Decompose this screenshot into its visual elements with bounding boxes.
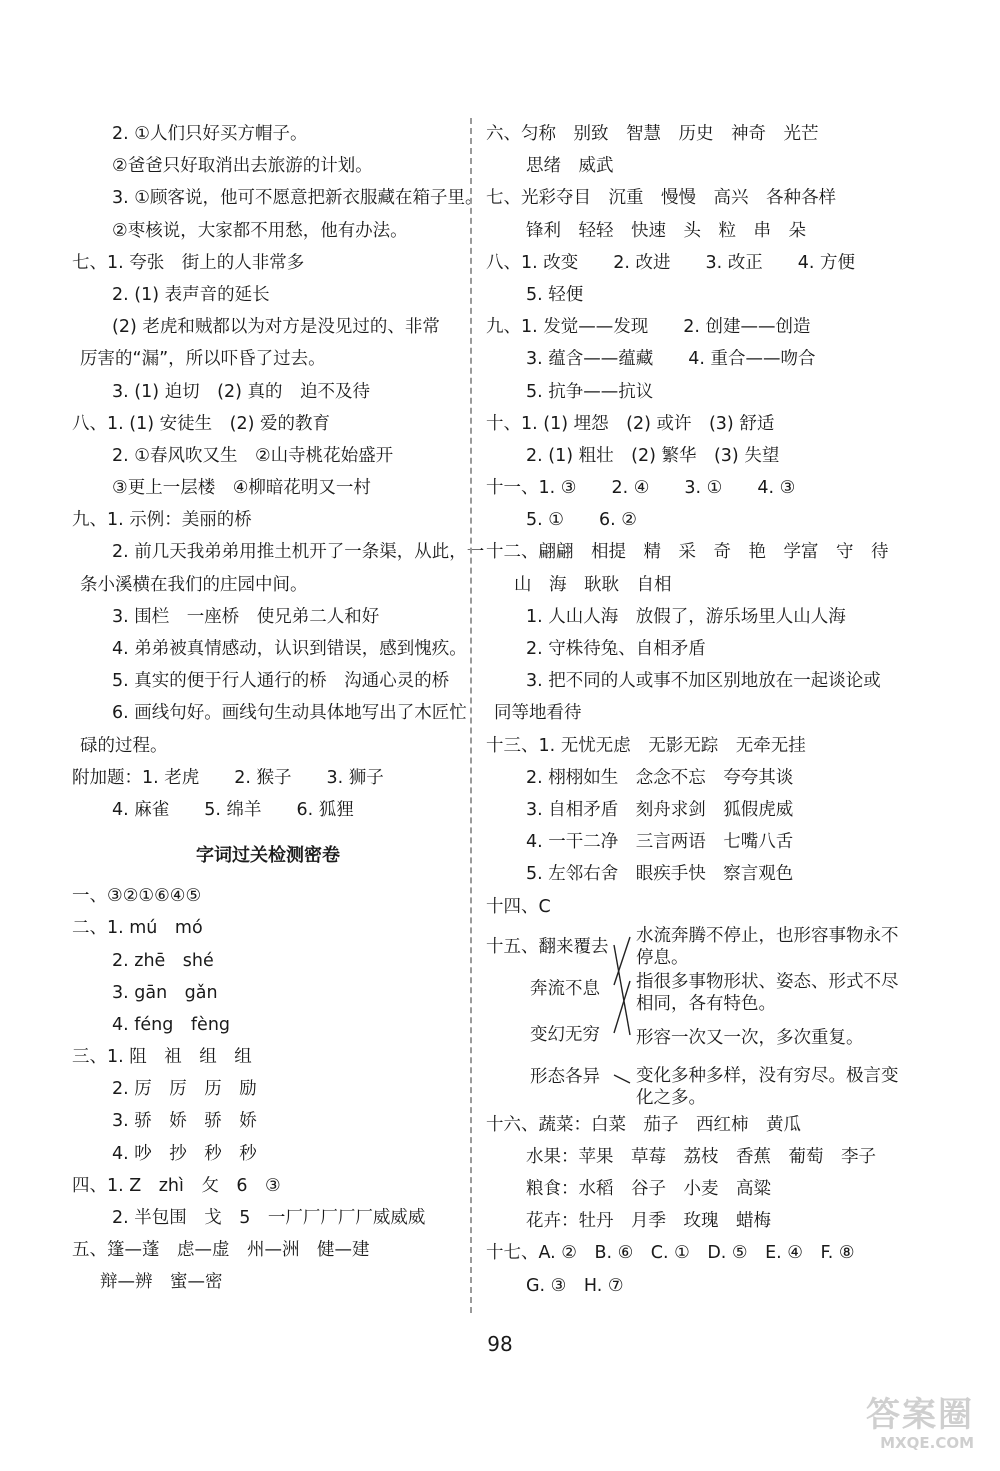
answer-line: 4. féng fèng — [112, 1014, 231, 1035]
watermark-url: MXQE.COM — [880, 1434, 974, 1452]
answer-line: 5. 轻便 — [526, 284, 584, 305]
answer-line: 2. 栩栩如生 念念不忘 夸夸其谈 — [526, 767, 794, 788]
answer-line: 碌的过程。 — [80, 735, 168, 756]
answer-line: 2. 厉 厉 历 励 — [112, 1079, 257, 1100]
answer-line: 厉害的“漏”，所以吓昏了过去。 — [80, 349, 326, 370]
match-right-item: 变化多种多样，没有穷尽。极言变化之多。 — [636, 1065, 899, 1108]
answer-line: 八、1. (1) 安徒生 (2) 爱的教育 — [72, 413, 330, 434]
answer-line: 4. 一干二净 三言两语 七嘴八舌 — [526, 832, 794, 853]
match-right-item: 形容一次又一次，多次重复。 — [636, 1027, 864, 1048]
answer-line: 附加题：1. 老虎 2. 猴子 3. 狮子 — [72, 767, 384, 788]
answer-line: 2. 半包围 戈 5 一厂厂厂厂厂威威威 — [112, 1208, 426, 1228]
left-column — [72, 118, 485, 1299]
match-left-item: 变幻无穷 — [530, 1024, 600, 1045]
column-divider — [470, 118, 472, 1313]
answer-line: 九、1. 示例：美丽的桥 — [72, 510, 252, 531]
answer-line: 3. gān gǎn — [112, 982, 218, 1003]
answer-line: 一、③②①⑥④⑤ — [72, 886, 202, 907]
answer-line: 2. ①春风吹又生 ②山寺桃花始盛开 — [112, 445, 394, 466]
answer-line: ②爸爸只好取消出去旅游的计划。 — [112, 156, 373, 177]
answer-line: 3. 蕴含——蕴藏 4. 重合——吻合 — [526, 349, 816, 370]
answer-line: 九、1. 发觉——发现 2. 创建——创造 — [486, 317, 811, 338]
answer-line: 五、篷—蓬 虑—虚 州—洲 健—建 — [72, 1240, 370, 1261]
answer-line: 山 海 耿耿 自相 — [514, 574, 672, 595]
answer-line: 5. 左邻右舍 眼疾手快 察言观色 — [526, 864, 794, 885]
answer-line: 二、1. mú mó — [72, 918, 203, 939]
answer-line: 水果：苹果 草莓 荔枝 香蕉 葡萄 李子 — [526, 1146, 876, 1167]
match-right-item: 指很多事物形状、姿态、形式不尽相同，各有特色。 — [636, 971, 899, 1014]
answer-line: 3. (1) 迫切 (2) 真的 迫不及待 — [112, 381, 370, 402]
answer-line: 锋利 轻轻 快速 头 粒 串 朵 — [526, 220, 806, 241]
answer-line: 十三、1. 无忧无虑 无影无踪 无牵无挂 — [486, 735, 806, 756]
answer-line: 十二、翩翩 相提 精 采 奇 艳 学富 守 待 — [486, 542, 889, 563]
answer-line: 七、1. 夸张 街上的人非常多 — [72, 252, 305, 273]
answer-line: 1. 人山人海 放假了，游乐场里人山人海 — [526, 606, 846, 627]
answer-line: 4. 吵 抄 秒 秒 — [112, 1143, 257, 1164]
answer-line: 十六、蔬菜：白菜 茄子 西红柿 黄瓜 — [486, 1114, 801, 1135]
answer-line: 3. 围栏 一座桥 使兄弟二人和好 — [112, 606, 380, 627]
match-right-item: 水流奔腾不停止，也形容事物永不停息。 — [636, 925, 899, 968]
answer-line: 4. 麻雀 5. 绵羊 6. 狐狸 — [112, 799, 354, 820]
section-title: 字词过关检测密卷 — [196, 845, 340, 867]
answer-line: 三、1. 阻 祖 组 组 — [72, 1047, 252, 1068]
match-left-item: 形态各异 — [530, 1066, 600, 1087]
matching-exercise — [486, 923, 926, 1109]
answer-line: 同等地看待 — [494, 703, 582, 724]
answer-line: 花卉：牡丹 月季 玫瑰 蜡梅 — [526, 1211, 771, 1232]
answer-line: 5. 真实的便于行人通行的桥 沟通心灵的桥 — [112, 671, 450, 692]
answer-line: 条小溪横在我们的庄园中间。 — [80, 574, 308, 595]
answer-line: 2. (1) 表声音的延长 — [112, 284, 270, 305]
answer-line: 八、1. 改变 2. 改进 3. 改正 4. 方便 — [486, 252, 856, 273]
match-left-item: 十五、翻来覆去 — [486, 936, 609, 957]
answer-line: 5. ① 6. ② — [526, 510, 637, 531]
answer-line: 辩—辨 蜜—密 — [100, 1272, 223, 1293]
answer-line: 3. 自相矛盾 刻舟求剑 狐假虎威 — [526, 799, 794, 820]
answer-line: ②枣核说，大家都不用愁，他有办法。 — [112, 220, 408, 241]
answer-line: 六、匀称 别致 智慧 历史 神奇 光芒 — [486, 124, 819, 144]
answer-line: ③更上一层楼 ④柳暗花明又一村 — [112, 478, 371, 499]
answer-line: 四、1. Z zhì 攵 6 ③ — [72, 1175, 281, 1196]
answer-line: 2. 前几天我弟弟用推土机开了一条渠，从此，一 — [112, 542, 485, 563]
answer-line: 2. zhē shé — [112, 950, 214, 971]
answer-line: 2. 守株待兔、自相矛盾 — [526, 639, 706, 659]
watermark-text: 答案圈 — [866, 1395, 974, 1435]
right-column — [486, 118, 926, 1302]
answer-line: 3. ①顾客说，他可不愿意把新衣服藏在箱子里。 — [112, 188, 483, 209]
page-number: 98 — [487, 1332, 513, 1356]
answer-line: 十一、1. ③ 2. ④ 3. ① 4. ③ — [486, 478, 796, 499]
answer-line: 思绪 威武 — [526, 156, 614, 177]
watermark-logo — [804, 1396, 974, 1460]
answer-line: 2. ①人们只好买方帽子。 — [112, 124, 308, 144]
answer-line: 粮食：水稻 谷子 小麦 高粱 — [526, 1179, 771, 1200]
match-left-item: 奔流不息 — [530, 978, 600, 999]
answer-line: 5. 抗争——抗议 — [526, 381, 654, 402]
answer-line: (2) 老虎和贼都以为对方是没见过的、非常 — [112, 317, 440, 338]
answer-line: G. ③ H. ⑦ — [526, 1275, 624, 1296]
answer-line: 4. 弟弟被真情感动，认识到错误，感到愧疚。 — [112, 639, 467, 659]
answer-line: 2. (1) 粗壮 (2) 繁华 (3) 失望 — [526, 445, 780, 466]
answer-line: 6. 画线句好。画线句生动具体地写出了木匠忙 — [112, 703, 467, 724]
answer-line: 3. 骄 娇 骄 娇 — [112, 1111, 257, 1132]
answer-line: 3. 把不同的人或事不加区别地放在一起谈论或 — [526, 671, 881, 692]
answer-line: 十、1. (1) 埋怨 (2) 或许 (3) 舒适 — [486, 413, 775, 434]
answer-line: 十七、A. ② B. ⑥ C. ① D. ⑤ E. ④ F. ⑧ — [486, 1243, 855, 1264]
answer-line: 十四、C — [486, 896, 551, 917]
answer-line: 七、光彩夺目 沉重 慢慢 高兴 各种各样 — [486, 188, 836, 209]
